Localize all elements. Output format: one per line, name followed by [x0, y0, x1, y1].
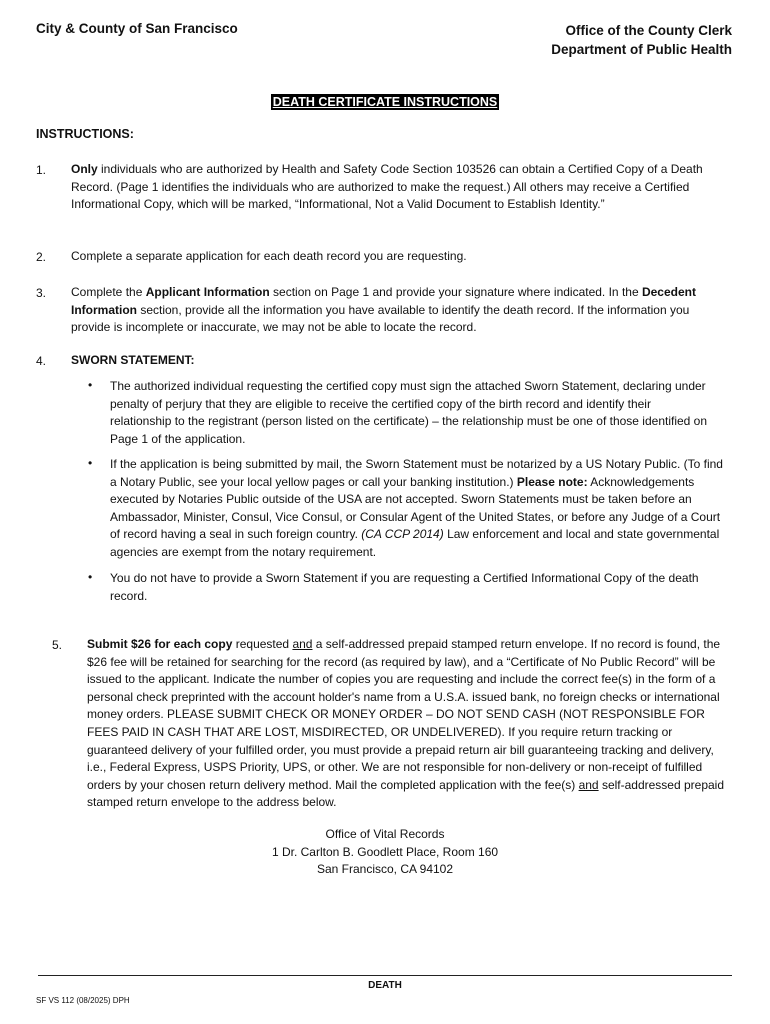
item-2-number: 2. — [36, 250, 47, 264]
page-title: DEATH CERTIFICATE INSTRUCTIONS — [272, 95, 498, 109]
item-4-bullet-1: The authorized individual requesting the certified copy must sign the attached Sworn Statement, declaring under penalty of perjury that they are eligible to receive the certified copy of the birth record and identify their relationship to the registrant (person listed on the certificate) – the relationship must be one of those identified on Page 1 of the application. — [110, 379, 708, 446]
item-3-part1: Complete the — [71, 285, 146, 299]
item-1-text — [71, 161, 711, 214]
item-3-part2: section on Page 1 and provide your signature where indicated. In the — [269, 285, 642, 299]
item-5-part2: a self-addressed prepaid stamped return envelope. If no record is found, the $26 fee will be retained for searching for the record (as required by law), and a “Certificate of No Public Record” will be issued to the applicant. Indicate the number of copies you are requesting and include the correct fee(s) in the form of a personal check preprinted with the account holder's name from a U.S.A. issued bank, no foreign checks or international money orders. PLEASE SUBMIT CHECK OR MONEY ORDER – DO NOT SEND CASH (NOT RESPONSIBLE FOR FEES PAID IN CASH THAT ARE LOST, MISDIRECTED, OR UNDELIVERED). If you require return tracking or guaranteed delivery of your fulfilled order, you must provide a prepaid return air bill guaranteeing tracking and delivery, i.e., Federal Express, USPS Priority, UPS, or other. We are not responsible for non-delivery or non-receipt of fulfilled orders by your chosen return delivery method. Mail the completed application with the fee(s) — [87, 637, 721, 792]
address-line-3: San Francisco, CA 94102 — [316, 862, 454, 877]
header-office-line1: Office of the County Clerk — [565, 23, 732, 38]
item-5-number: 5. — [52, 638, 63, 652]
header-office-line2: Department of Public Health — [551, 42, 732, 57]
item-3-number: 3. — [36, 286, 47, 300]
item-1-body: individuals who are authorized by Health and Safety Code Section 103526 can obtain a Certified Copy of a Death Record. (Page 1 identifies the individuals who are authorized to make the request.) All others may receive a Certified Informational Copy, which will be marked, “Informational, Not a Valid Document to Establish Identity.” — [71, 162, 703, 212]
item-5-part1: requested — [232, 637, 293, 651]
item-5-part3: self-addressed prepaid stamped return envelope to the address below. — [87, 777, 725, 810]
bullet-2-part1: If the application is being submitted by mail, the Sworn Statement must be notarized by a US Notary Public. (To find a Notary Public, see your local yellow pages or call your banking institution.) — [110, 457, 723, 489]
header-city-county: City & County of San Francisco — [36, 21, 238, 36]
item-4-bullet-2 — [110, 456, 730, 562]
item-5-and-2: and — [578, 777, 599, 792]
address-line-2: 1 Dr. Carlton B. Goodlett Place, Room 160 — [271, 844, 499, 859]
item-1-number: 1. — [36, 163, 47, 177]
item-2-text: Complete a separate application for each death record you are requesting. — [71, 249, 467, 263]
bullet-dot: • — [88, 570, 93, 584]
address-line-1: Office of Vital Records — [325, 827, 445, 841]
item-5-and-1: and — [292, 637, 313, 651]
bullet-2-part2: Acknowledgements executed by Notaries Public outside of the USA are not accepted. Sworn Statements must be taken before an Ambassador, Minister, Consul, Vice Consul, or Consular Agent of the United States, or before any Judge of a Court of record having a seal in such foreign country. — [110, 474, 721, 542]
item-4-bullet-3: You do not have to provide a Sworn Statement if you are requesting a Certified Informational Copy of the death record. — [110, 571, 699, 603]
footer-divider — [38, 975, 732, 976]
item-3-text — [71, 284, 711, 337]
mailing-address — [0, 826, 770, 879]
item-3-applicant-info: Applicant Information — [145, 285, 270, 299]
item-1-bold: Only — [71, 162, 98, 176]
item-4-heading: SWORN STATEMENT: — [71, 353, 195, 367]
item-5-text — [87, 636, 727, 812]
item-4-number: 4. — [36, 354, 47, 368]
header-office — [551, 21, 732, 59]
instructions-label: INSTRUCTIONS: — [36, 127, 134, 141]
bullet-dot: • — [88, 378, 93, 392]
item-3-part3: section, provide all the information you have available to identify the death record. If the information you provide is incomplete or inaccurate, we may not be able to locate the record. — [71, 302, 690, 335]
bullet-2-part3: Law enforcement and local and state governmental agencies are exempt from the notary requirement. — [110, 527, 720, 559]
item-5-fee: Submit $26 for each copy — [87, 637, 233, 651]
form-id: SF VS 112 (08/2025) DPH — [36, 996, 130, 1005]
bullet-2-please-note: Please note: — [516, 474, 588, 489]
title-wrap — [0, 93, 770, 111]
bullet-2-citation: (CA CCP 2014) — [361, 527, 444, 542]
bullet-dot: • — [88, 456, 93, 470]
item-3-decedent-info: Decedent Information — [71, 285, 696, 317]
footer-label: DEATH — [368, 980, 402, 991]
